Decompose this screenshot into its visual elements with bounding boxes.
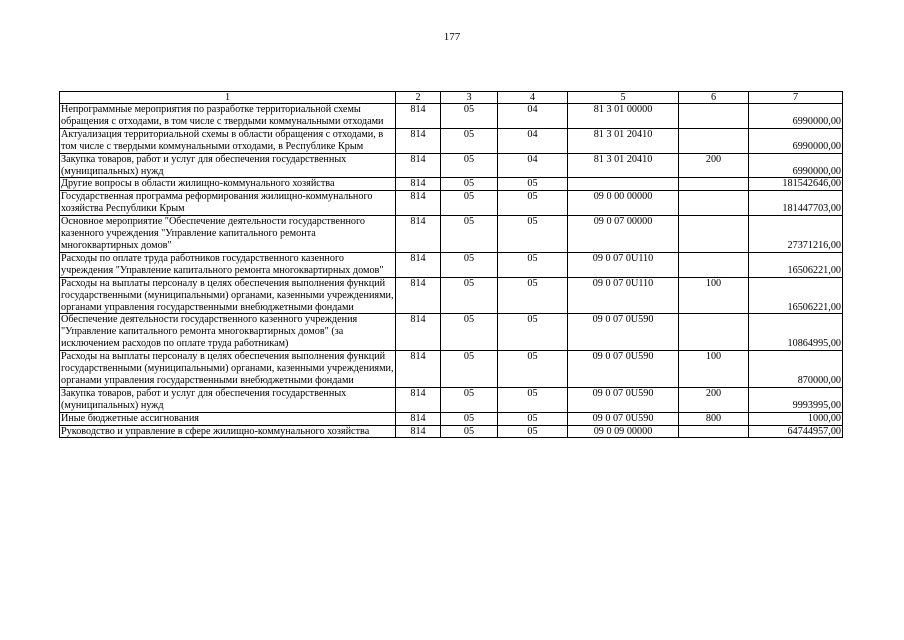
column-header: 5 (568, 92, 679, 104)
ministry-code-cell: 814 (396, 314, 441, 351)
ministry-code-cell: 814 (396, 351, 441, 388)
item-name-cell: Другие вопросы в области жилищно-коммунального хозяйства (60, 178, 396, 191)
section-code-cell: 05 (441, 104, 498, 129)
expense-type-code-cell (679, 425, 749, 438)
ministry-code-cell: 814 (396, 425, 441, 438)
item-name-cell: Закупка товаров, работ и услуг для обеспечения государственных (муниципальных) нужд (60, 153, 396, 178)
expense-type-code-cell (679, 104, 749, 129)
target-article-code-cell: 09 0 07 0U590 (568, 314, 679, 351)
amount-cell: 16506221,00 (749, 252, 843, 277)
ministry-code-cell: 814 (396, 252, 441, 277)
subsection-code-cell: 04 (498, 128, 568, 153)
subsection-code-cell: 05 (498, 425, 568, 438)
table-row (60, 216, 843, 253)
table-row (60, 153, 843, 178)
ministry-code-cell: 814 (396, 178, 441, 191)
subsection-code-cell: 05 (498, 216, 568, 253)
subsection-code-cell: 05 (498, 412, 568, 425)
table-row (60, 277, 843, 314)
table-row (60, 191, 843, 216)
section-code-cell: 05 (441, 191, 498, 216)
target-article-code-cell: 09 0 07 0U590 (568, 387, 679, 412)
table-row (60, 252, 843, 277)
column-header: 6 (679, 92, 749, 104)
amount-cell: 6990000,00 (749, 153, 843, 178)
item-name-cell: Актуализация территориальной схемы в области обращения с отходами, в том числе с твердыми коммунальными отходами, в Республике Крым (60, 128, 396, 153)
amount-cell: 181542646,00 (749, 178, 843, 191)
section-code-cell: 05 (441, 178, 498, 191)
expense-type-code-cell (679, 252, 749, 277)
target-article-code-cell: 09 0 07 00000 (568, 216, 679, 253)
page-number: 177 (443, 31, 461, 43)
table-row (60, 425, 843, 438)
expense-type-code-cell: 100 (679, 351, 749, 388)
subsection-code-cell: 04 (498, 104, 568, 129)
amount-cell: 6990000,00 (749, 104, 843, 129)
item-name-cell: Расходы на выплаты персоналу в целях обеспечения выполнения функций государственными (муниципальными) органами, казенными учреждениями, органами управления государственными внебюджетными фондами (61, 277, 394, 313)
amount-cell: 6990000,00 (749, 128, 843, 153)
column-header: 7 (749, 92, 843, 104)
subsection-code-cell: 04 (498, 153, 568, 178)
item-name-cell: Расходы на выплаты персоналу в целях обеспечения выполнения функций государственными (муниципальными) органами, казенными учреждениями, органами управления государственными внебюджетными фондами (61, 351, 394, 386)
item-name-cell: Основное мероприятие "Обеспечение деятельности государственного казенного учреждения "Управление капитального ремонта многоквартирных домов" (60, 216, 396, 253)
ministry-code-cell: 814 (396, 216, 441, 253)
subsection-code-cell: 05 (498, 351, 568, 388)
table-row (60, 178, 843, 191)
column-header: 3 (441, 92, 498, 104)
section-code-cell: 05 (441, 387, 498, 412)
target-article-code-cell: 81 3 01 20410 (568, 153, 679, 178)
table-row (60, 351, 843, 388)
expense-type-code-cell (679, 178, 749, 191)
table-row (60, 128, 843, 153)
amount-cell: 27371216,00 (749, 216, 843, 253)
ministry-code-cell: 814 (396, 128, 441, 153)
expense-type-code-cell (679, 191, 749, 216)
section-code-cell: 05 (441, 314, 498, 351)
amount-cell: 870000,00 (749, 351, 843, 388)
expense-type-code-cell: 100 (679, 277, 749, 314)
column-header: 1 (60, 92, 396, 104)
subsection-code-cell: 05 (498, 387, 568, 412)
subsection-code-cell: 05 (498, 252, 568, 277)
item-name-cell: Иные бюджетные ассигнования (60, 412, 396, 425)
amount-cell: 64744957,00 (749, 425, 843, 438)
item-name-cell: Руководство и управление в сфере жилищно-коммунального хозяйства (60, 425, 396, 438)
expense-type-code-cell: 200 (679, 153, 749, 178)
section-code-cell: 05 (441, 351, 498, 388)
target-article-code-cell: 09 0 07 0U110 (568, 277, 679, 314)
table-row (60, 387, 843, 412)
amount-cell: 16506221,00 (749, 277, 843, 314)
ministry-code-cell: 814 (396, 191, 441, 216)
section-code-cell: 05 (441, 252, 498, 277)
amount-cell: 1000,00 (749, 412, 843, 425)
ministry-code-cell: 814 (396, 387, 441, 412)
expense-type-code-cell (679, 314, 749, 351)
target-article-code-cell: 81 3 01 20410 (568, 128, 679, 153)
section-code-cell: 05 (441, 128, 498, 153)
column-header: 2 (396, 92, 441, 104)
item-name-cell: Непрограммные мероприятия по разработке территориальной схемы обращения с отходами, в том числе с твердыми коммунальными отходами (60, 104, 396, 129)
expense-type-code-cell: 200 (679, 387, 749, 412)
section-code-cell: 05 (441, 425, 498, 438)
target-article-code-cell: 81 3 01 00000 (568, 104, 679, 129)
target-article-code-cell (568, 178, 679, 191)
subsection-code-cell: 05 (498, 314, 568, 351)
budget-table (59, 91, 843, 438)
amount-cell: 9993995,00 (749, 387, 843, 412)
expense-type-code-cell (679, 216, 749, 253)
expense-type-code-cell (679, 128, 749, 153)
amount-cell: 181447703,00 (749, 191, 843, 216)
target-article-code-cell: 09 0 00 00000 (568, 191, 679, 216)
subsection-code-cell: 05 (498, 277, 568, 314)
section-code-cell: 05 (441, 216, 498, 253)
expense-type-code-cell: 800 (679, 412, 749, 425)
target-article-code-cell: 09 0 07 0U590 (568, 412, 679, 425)
target-article-code-cell: 09 0 07 0U590 (568, 351, 679, 388)
item-name-cell: Государственная программа реформирования жилищно-коммунального хозяйства Республики Крым (60, 191, 396, 216)
target-article-code-cell: 09 0 07 0U110 (568, 252, 679, 277)
subsection-code-cell: 05 (498, 191, 568, 216)
column-header: 4 (498, 92, 568, 104)
item-name-cell: Расходы по оплате труда работников государственного казенного учреждения "Управление капитального ремонта многоквартирных домов" (60, 252, 396, 277)
target-article-code-cell: 09 0 09 00000 (568, 425, 679, 438)
amount-cell: 10864995,00 (749, 314, 843, 351)
ministry-code-cell: 814 (396, 412, 441, 425)
item-name-cell: Обеспечение деятельности государственного казенного учреждения "Управление капитального ремонта многоквартирных домов" (за исключением расходов по оплате труда работникам) (60, 314, 396, 351)
section-code-cell: 05 (441, 153, 498, 178)
section-code-cell: 05 (441, 277, 498, 314)
ministry-code-cell: 814 (396, 277, 441, 314)
table-row (60, 104, 843, 129)
section-code-cell: 05 (441, 412, 498, 425)
table-row (60, 314, 843, 351)
table-row (60, 412, 843, 425)
item-name-cell: Закупка товаров, работ и услуг для обеспечения государственных (муниципальных) нужд (60, 387, 396, 412)
header-row (60, 92, 843, 104)
subsection-code-cell: 05 (498, 178, 568, 191)
ministry-code-cell: 814 (396, 153, 441, 178)
ministry-code-cell: 814 (396, 104, 441, 129)
